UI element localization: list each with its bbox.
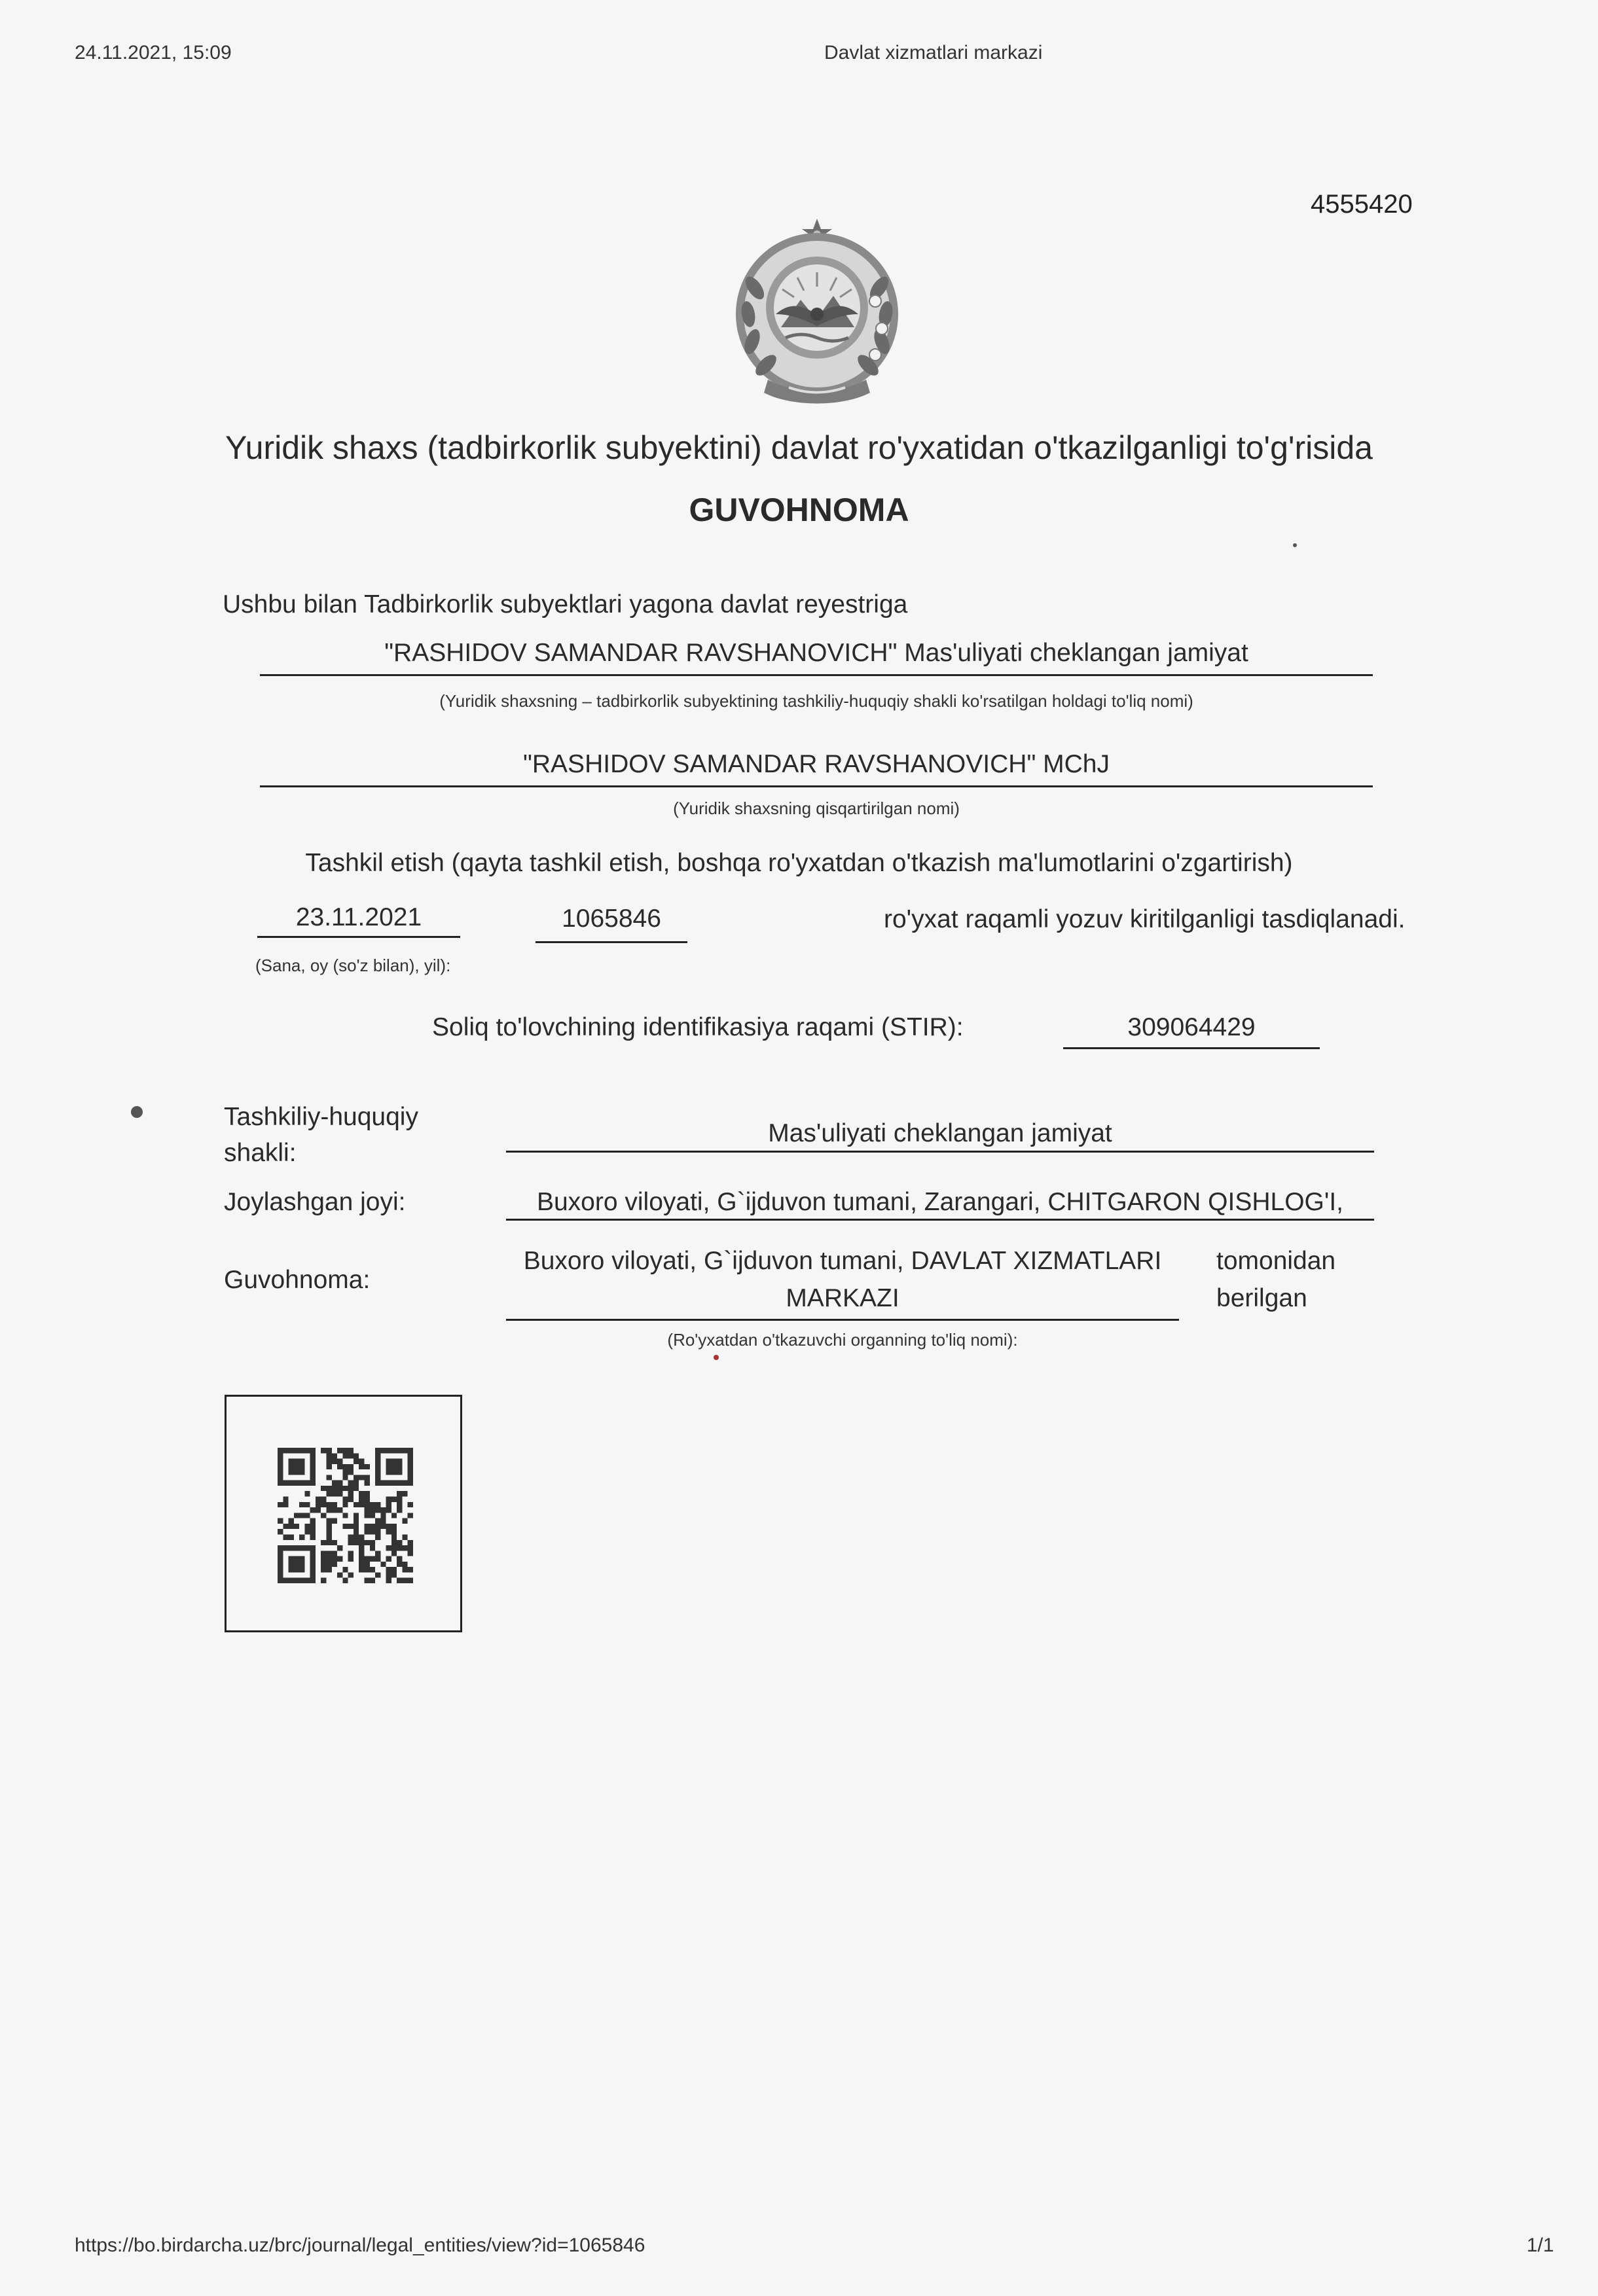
- tin-label: Soliq to'lovchining identifikasiya raqami (STIR):: [432, 1013, 964, 1041]
- confirmation-text: ro'yxat raqamli yozuv kiritilganligi tasdiqlanadi.: [884, 905, 1406, 933]
- registration-number: 4555420: [1311, 190, 1413, 219]
- registry-entry-underline: [536, 941, 687, 943]
- full-name-caption: (Yuridik shaxsning – tadbirkorlik subyektining tashkiliy-huquqiy shakli ko'rsatilgan holdagi to'liq nomi): [439, 691, 1193, 711]
- short-name-value: "RASHIDOV SAMANDAR RAVSHANOVICH" MChJ: [523, 750, 1110, 778]
- legal-form-value: Mas'uliyati cheklangan jamiyat: [768, 1119, 1112, 1147]
- full-name-value: "RASHIDOV SAMANDAR RAVSHANOVICH" Mas'uliyati cheklangan jamiyat: [384, 639, 1248, 667]
- location-value: Buxoro viloyati, G`ijduvon tumani, Zarangari, CHITGARON QISHLOG'I,: [536, 1188, 1343, 1216]
- intro-text: Ushbu bilan Tadbirkorlik subyektlari yagona davlat reyestriga: [223, 590, 908, 619]
- date-caption: (Sana, oy (so'z bilan), yil):: [255, 956, 451, 975]
- location-underline: [506, 1219, 1374, 1221]
- registration-date: 23.11.2021: [295, 903, 422, 931]
- legal-form-underline: [506, 1151, 1374, 1153]
- print-url: https://bo.birdarcha.uz/brc/journal/legal_entities/view?id=1065846: [75, 2234, 645, 2256]
- location-label: Joylashgan joyi:: [224, 1188, 406, 1216]
- print-page-number: 1/1: [1527, 2234, 1554, 2256]
- issuer-suffix-line1: tomonidan: [1216, 1247, 1336, 1275]
- legal-form-label-line2: shakli:: [224, 1139, 297, 1167]
- issuer-underline: [506, 1319, 1179, 1321]
- legal-form-label-line1: Tashkiliy-huquqiy: [224, 1103, 418, 1131]
- short-name-underline: [260, 785, 1373, 787]
- issuer-value-line1: Buxoro viloyati, G`ijduvon tumani, DAVLAT XIZMATLARI: [523, 1247, 1162, 1275]
- scan-speck: [131, 1106, 143, 1118]
- issuer-caption: (Ro'yxatdan o'tkazuvchi organning to'liq nomi):: [667, 1330, 1018, 1350]
- state-emblem-icon: [730, 216, 904, 406]
- qr-code-frame: [225, 1395, 462, 1632]
- short-name-caption: (Yuridik shaxsning qisqartirilgan nomi): [673, 798, 960, 818]
- scan-speck: [1293, 543, 1297, 547]
- registration-date-underline: [257, 936, 460, 938]
- issuer-label: Guvohnoma:: [224, 1266, 371, 1294]
- print-site-title: Davlat xizmatlari markazi: [824, 42, 1043, 63]
- issuer-suffix-line2: berilgan: [1216, 1284, 1307, 1312]
- scan-speck: [714, 1355, 719, 1360]
- tin-underline: [1063, 1047, 1320, 1049]
- registry-entry-number: 1065846: [562, 905, 661, 933]
- print-timestamp: 24.11.2021, 15:09: [75, 42, 232, 63]
- issuer-value-line2: MARKAZI: [786, 1284, 899, 1312]
- tin-value: 309064429: [1127, 1013, 1256, 1041]
- certificate-title: Yuridik shaxs (tadbirkorlik subyektini) davlat ro'yxatidan o'tkazilganligi to'g'risida: [225, 429, 1373, 466]
- document-name: GUVOHNOMA: [689, 492, 909, 528]
- action-text: Tashkil etish (qayta tashkil etish, boshqa ro'yxatdan o'tkazish ma'lumotlarini o'zgartirish): [305, 849, 1293, 877]
- qr-code-icon: [278, 1448, 413, 1583]
- full-name-underline: [260, 674, 1373, 676]
